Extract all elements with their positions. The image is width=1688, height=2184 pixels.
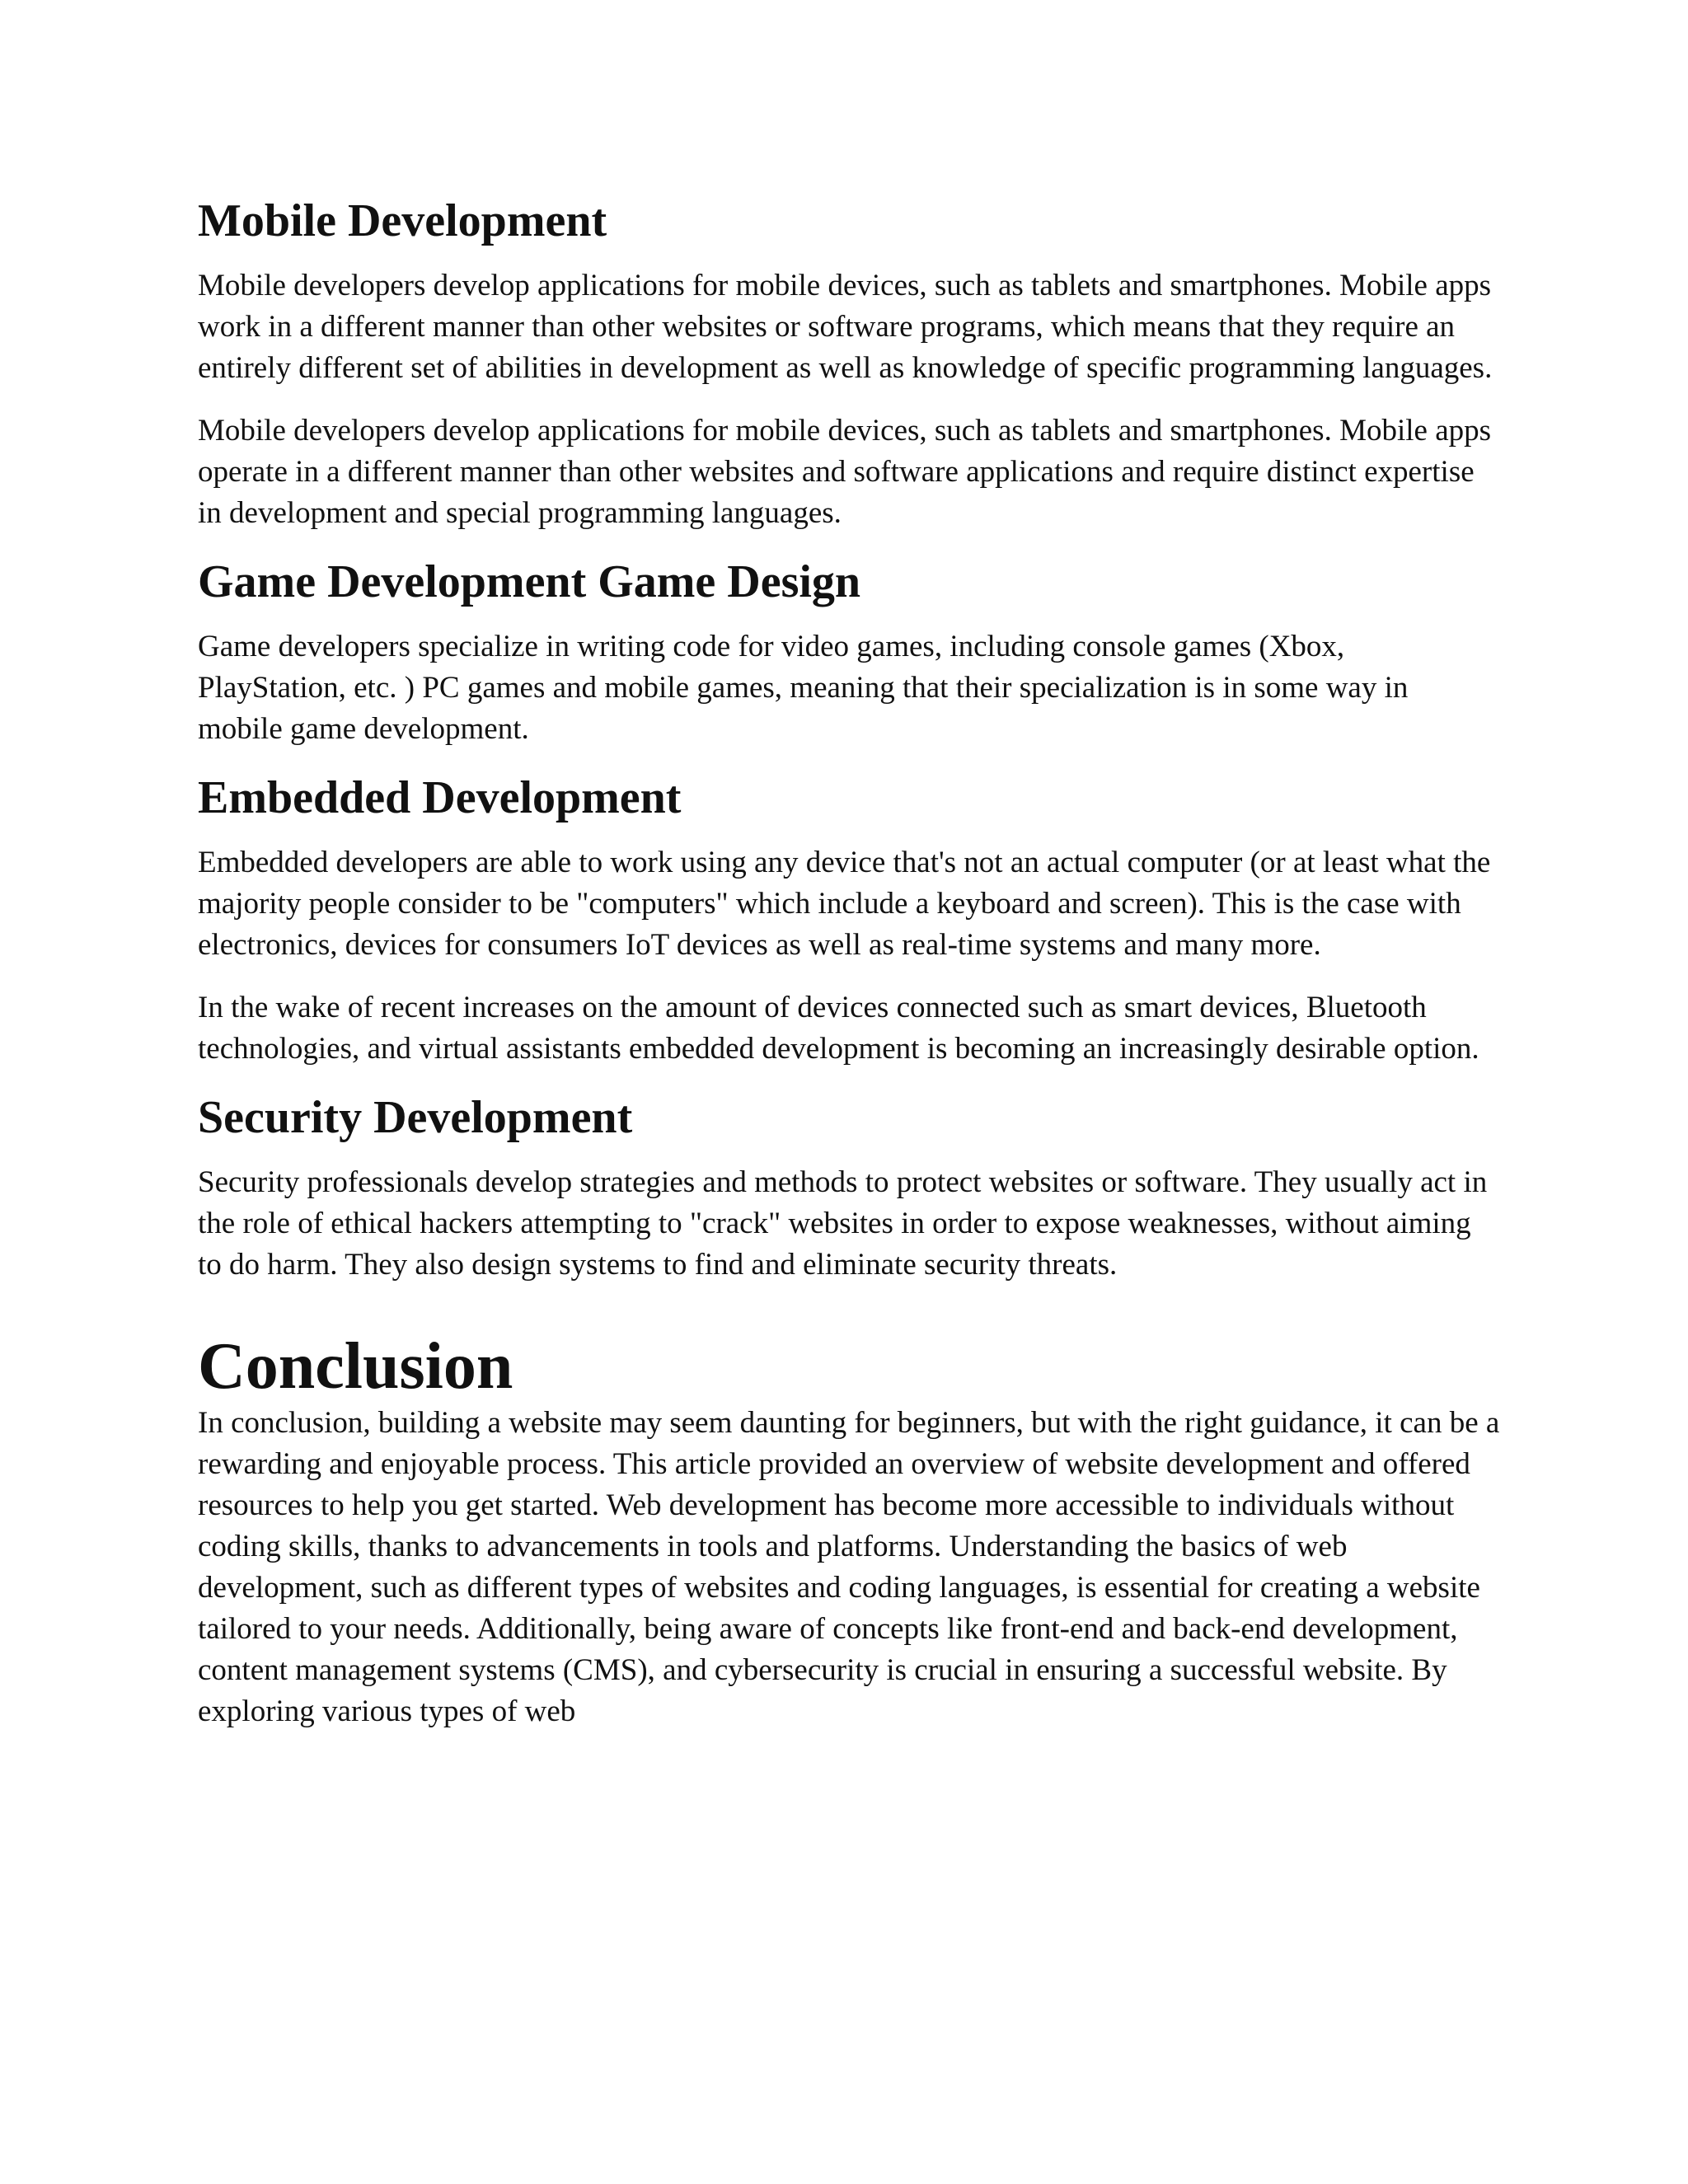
section-conclusion	[198, 1330, 1500, 1732]
section-paragraph: Mobile developers develop applications for mobile devices, such as tablets and smartphones. Mobile apps operate in a different manner than other websites and software applications and require distinct expertise in development and special programming languages.	[198, 414, 1492, 530]
section-embedded-development	[198, 771, 1500, 1070]
section-heading: Game Development Game Design	[198, 556, 861, 607]
section-paragraph: Security professionals develop strategies and methods to protect websites or software. They usually act in the role of ethical hackers attempting to "crack" websites in order to expose weaknesses, without aiming to do harm. They also design systems to find and eliminate security threats.	[198, 1165, 1488, 1282]
section-paragraph: Game developers specialize in writing code for video games, including console games (Xbox, PlayStation, etc. ) PC games and mobile games, meaning that their specialization is in some way in mobile game development.	[198, 630, 1409, 746]
document-page	[198, 194, 1500, 1754]
section-security-development	[198, 1091, 1500, 1286]
section-game-development	[198, 555, 1500, 750]
section-paragraph: Embedded developers are able to work using any device that's not an actual computer (or at least what the majority people consider to be "computers" which include a keyboard and screen). This is the case with electronics, devices for consumers IoT devices as well as real-time systems and many more.	[198, 846, 1491, 962]
section-heading: Security Development	[198, 1092, 633, 1143]
section-paragraph: Mobile developers develop applications for mobile devices, such as tablets and smartphones. Mobile apps work in a different manner than other websites or software programs, which means that they require an entirely different set of abilities in development as well as knowledge of specific programming languages.	[198, 269, 1493, 385]
section-paragraph: In the wake of recent increases on the amount of devices connected such as smart devices, Bluetooth technologies, and virtual assistants embedded development is becoming an increasingly desirable option.	[198, 991, 1479, 1066]
section-mobile-development	[198, 194, 1500, 534]
section-heading: Mobile Development	[198, 195, 607, 246]
conclusion-heading: Conclusion	[198, 1330, 513, 1403]
section-heading: Embedded Development	[198, 772, 682, 823]
conclusion-paragraph: In conclusion, building a website may seem daunting for beginners, but with the right guidance, it can be a rewarding and enjoyable process. This article provided an overview of website development and offered resources to help you get started. Web development has become more accessible to individuals without coding skills, thanks to advancements in tools and platforms. Understanding the basics of web development, such as different types of websites and coding languages, is essential for creating a website tailored to your needs. Additionally, being aware of concepts like front-end and back-end development, content management systems (CMS), and cybersecurity is crucial in ensuring a successful website. By exploring various types of web	[198, 1406, 1500, 1728]
